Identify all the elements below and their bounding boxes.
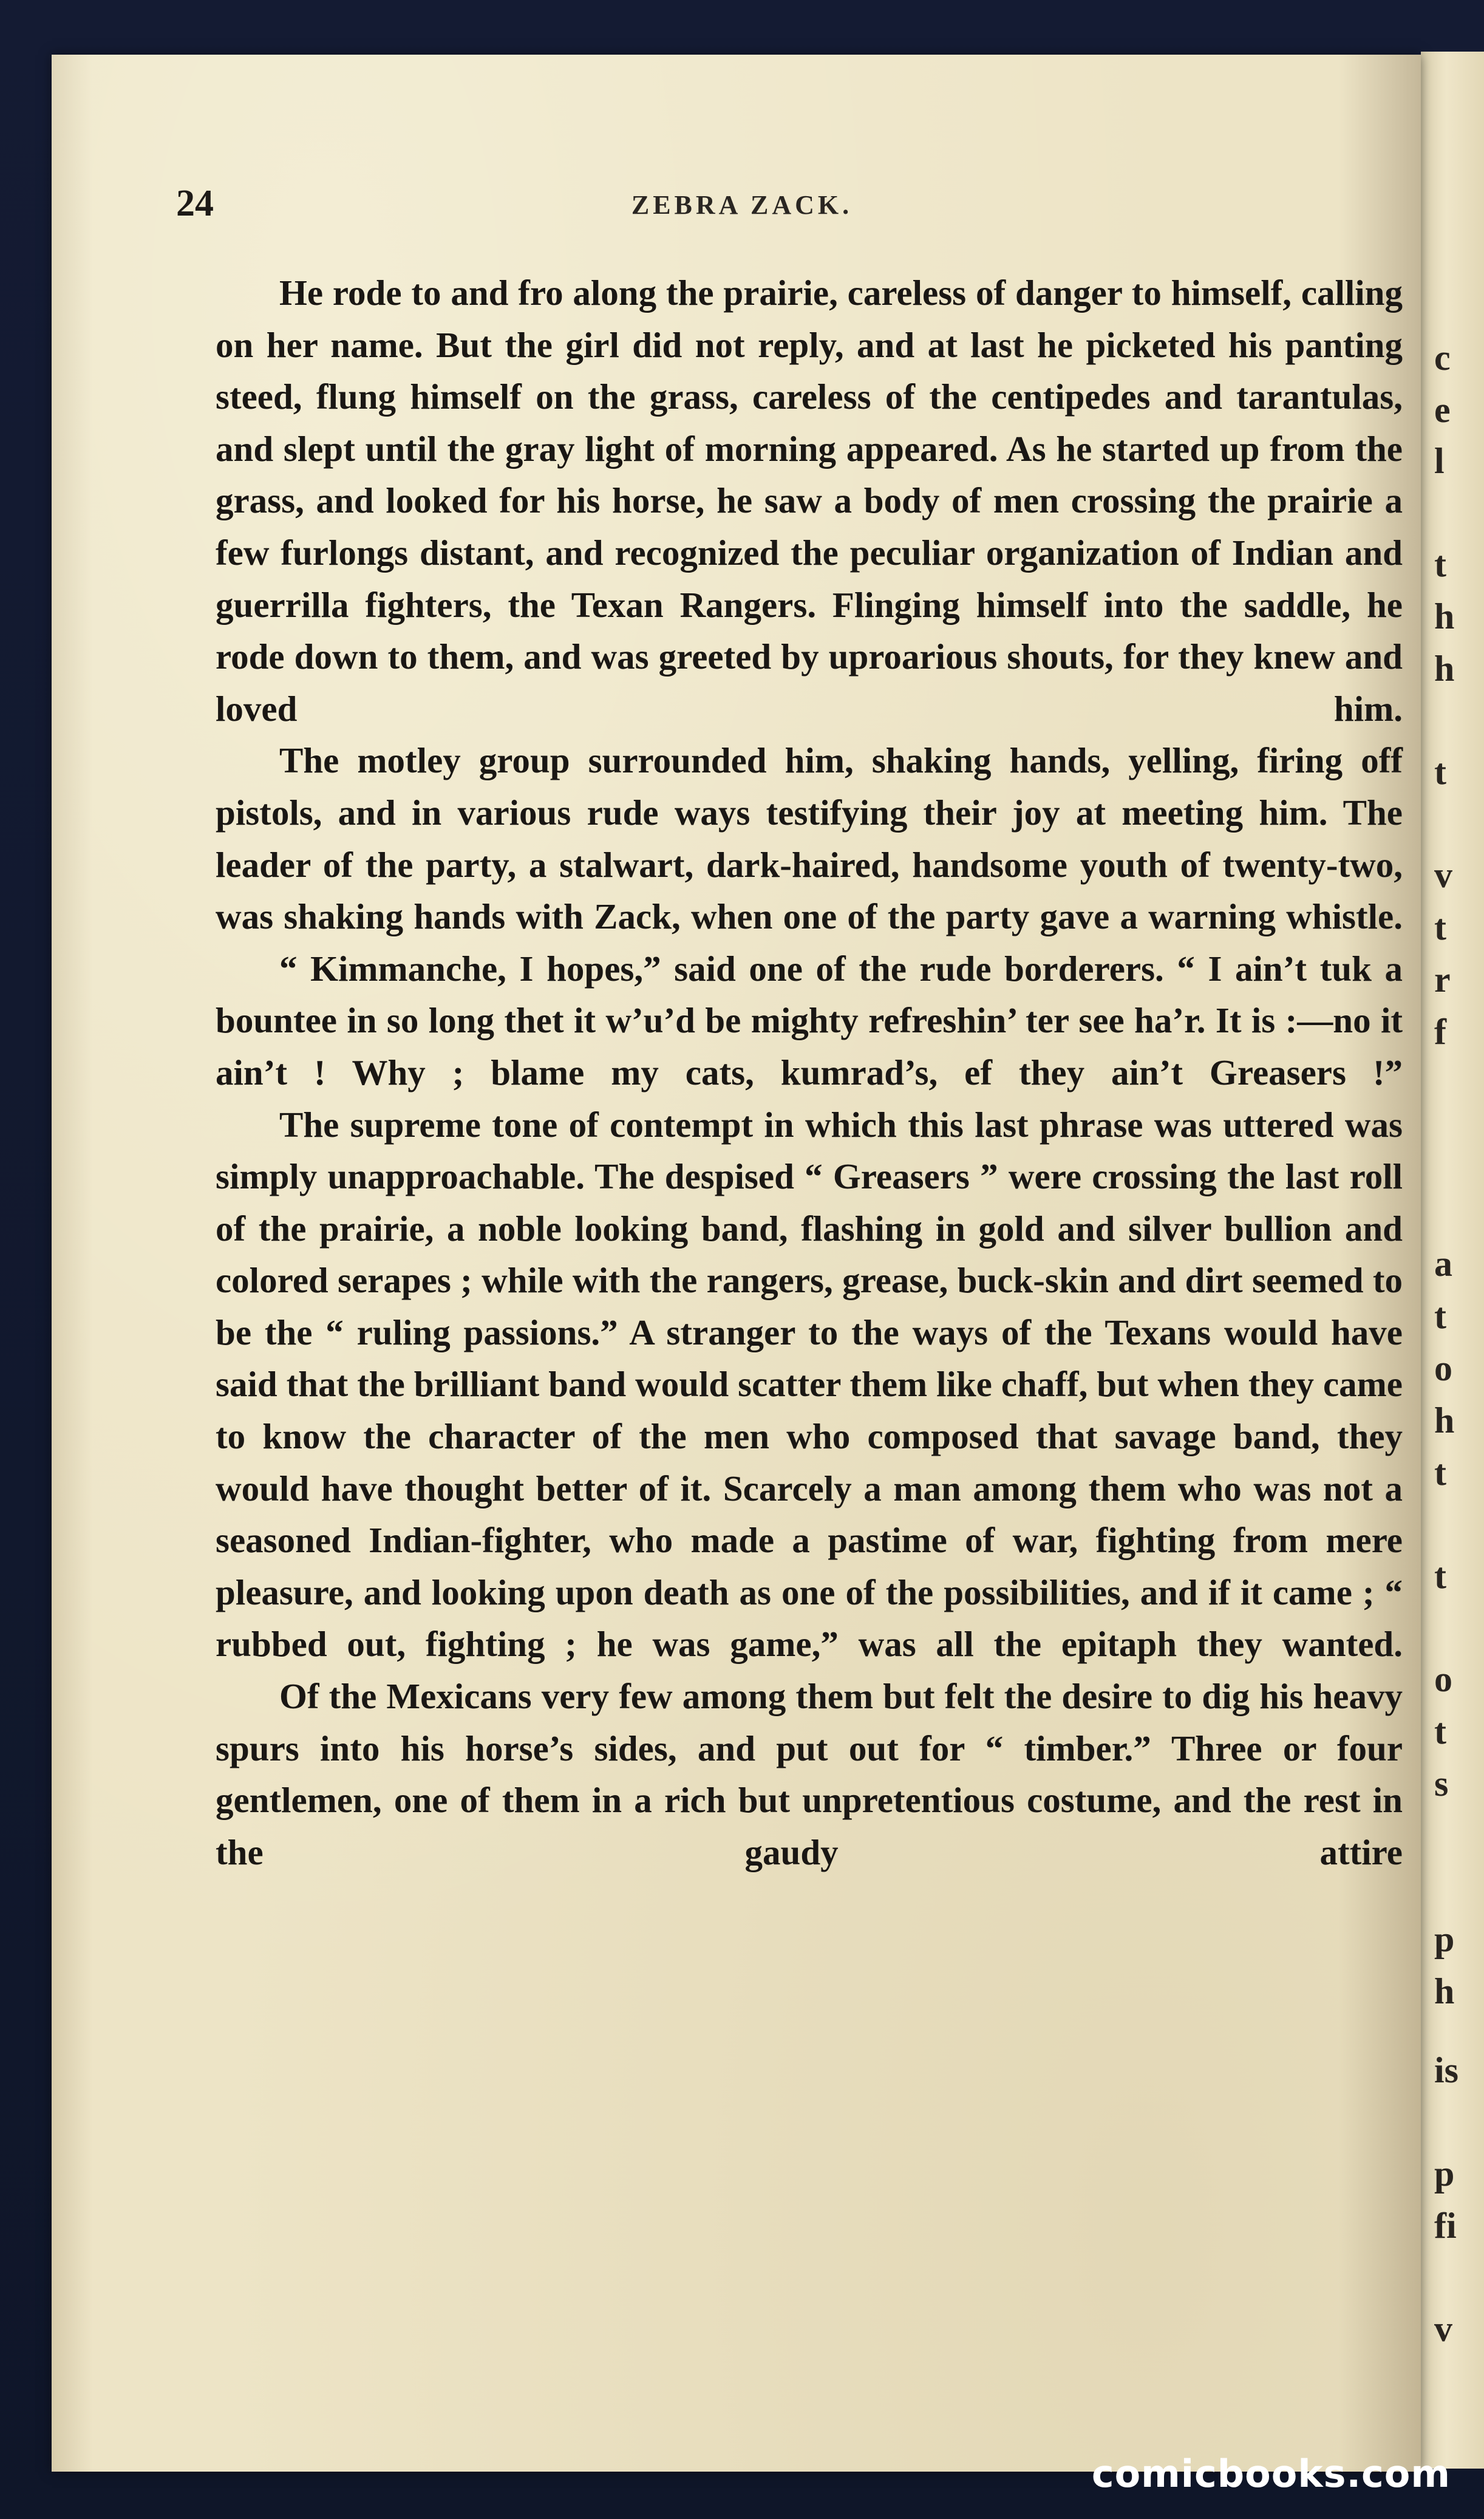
facing-fragment: fi [1434,2206,1457,2246]
paragraph: Of the Mexicans very few among them but felt the desire to dig his heavy spurs into his horse’s sides, and put out for “ timber.” Three or four gentlemen, one of them in a rich but unpretentious costume, and the rest in the gaudy attire [216,1676,1403,1872]
facing-fragment: h [1434,649,1455,689]
facing-fragment: is [1434,2050,1459,2090]
facing-fragment: t [1434,1711,1446,1751]
facing-fragment: h [1434,596,1455,636]
facing-fragment: t [1434,752,1446,792]
facing-fragment: t [1434,907,1446,947]
facing-fragment: t [1434,1453,1446,1493]
facing-fragment: h [1434,1400,1455,1440]
paragraph: He rode to and fro along the prairie, careless of danger to himself, calling on her name. But the girl did not reply, and at last he picketed his panting steed, flung himself on the grass, careless of the centipedes and tarantulas, and slept until the gray light of morning appeared. As he started up from the grass, and looked for his horse, he saw a body of men crossing the prairie a few furlongs distant, and recognized the peculiar organization of Indian and guerrilla fighters, the Texan Rangers. Flinging himself into the saddle, he rode down to them, and was greeted by uproarious shouts, for they knew and loved him. [216,273,1403,729]
page-number: 24 [176,183,214,224]
facing-fragment: v [1434,2309,1452,2349]
facing-fragment: h [1434,1971,1455,2011]
paragraph: The motley group surrounded him, shaking hands, yelling, firing off pistols, and in various rude ways testifying their joy at meeting him. The leader of the party, a stalwart, dark-haired, handsome youth of twenty-two, was shaking hands with Zack, when one of the party gave a warning whistle. [216,740,1403,937]
facing-fragment: s [1434,1764,1449,1804]
facing-fragment: o [1434,1348,1452,1388]
facing-fragment: p [1434,1919,1455,1959]
facing-fragment: r [1434,960,1451,1000]
facing-fragment: t [1434,1296,1446,1336]
paragraph: The supreme tone of contempt in which this last phrase was uttered was simply unapproachable. The despised “ Greasers ” were crossing the last roll of the prairie, a noble looking band, flashing in gold and silver bullion and colored serapes ; while with the rangers, grease, buck-skin and dirt seemed to be the “ ruling passions.” A stranger to the ways of the Texans would have said that the brilliant band would scatter them like chaff, but when they came to know the character of the men who composed that savage band, they would have thought better of it. Scarcely a man among them who was not a seasoned Indian-fighter, who made a pastime of war, fighting from mere pleasure, and looking upon death as one of the possibilities, and if it came ; “ rubbed out, fighting ; he was game,” was all the epitaph they wanted. [216,1104,1403,1665]
body-text [216,267,1403,1878]
facing-fragment: f [1434,1012,1446,1052]
facing-fragment: c [1434,338,1451,378]
watermark: comicbooks.com [1091,2452,1451,2496]
facing-fragment: t [1434,1556,1446,1596]
facing-fragment: e [1434,390,1451,430]
facing-fragment: t [1434,544,1446,584]
facing-fragment: p [1434,2153,1455,2193]
facing-fragment: a [1434,1244,1452,1284]
facing-fragment: l [1434,441,1445,481]
facing-fragment: o [1434,1659,1452,1699]
facing-page-edge [1421,52,1484,2469]
paragraph: “ Kimmanche, I hopes,” said one of the rude borderers. “ I ain’t tuk a bountee in so long thet it w’u’d be mighty refreshin’ ter see ha’r. It is :—no it ain’t ! Why ; blame my cats, kumrad’s, ef they ain’t Greasers !” [216,948,1403,1092]
running-head: ZEBRA ZACK. [631,190,853,220]
facing-fragment: v [1434,855,1452,895]
